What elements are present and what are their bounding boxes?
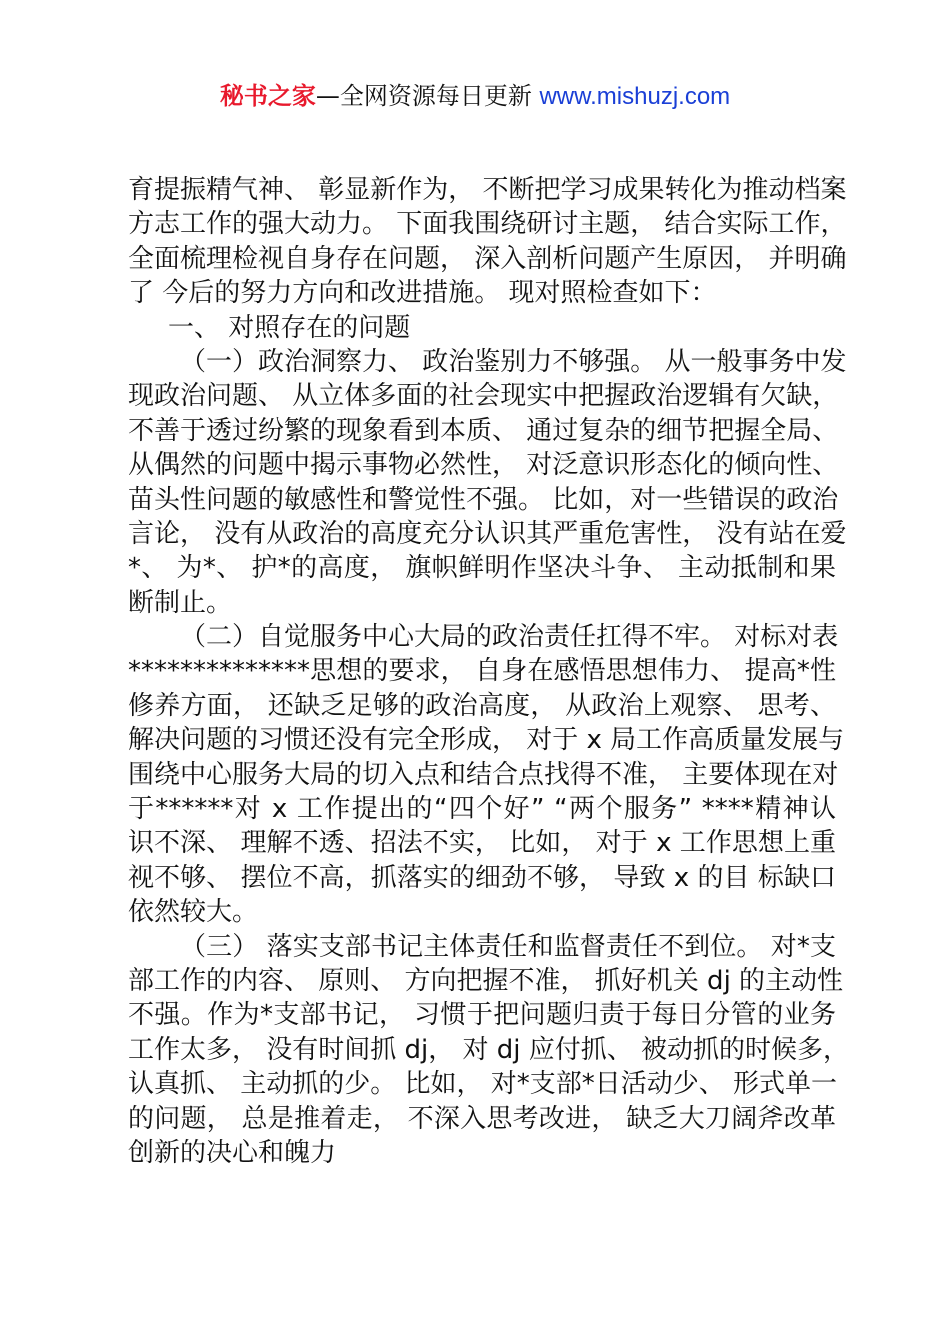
body-line: 工作太多， 没有时间抓 dj， 对 dj 应付抓、 被动抓的时候多， [128, 1034, 850, 1065]
body-line: 不善于透过纷繁的现象看到本质、 通过复杂的细节把握全局、 [128, 415, 839, 446]
body-line: 解决问题的习惯还没有完全形成， 对于 x 局工作高质量发展与 [128, 725, 845, 756]
body-line: 识不深、 理解不透、招法不实， 比如， 对于 x 工作思想上重 [128, 828, 836, 859]
body-line: 苗头性问题的敏感性和警觉性不强。 比如，对一些错误的政治 [128, 484, 839, 515]
body-line: **************思想的要求， 自身在感悟思想伟力、 提高*性 [128, 656, 836, 687]
site-tagline: —全网资源每日更新 [315, 82, 540, 110]
site-header [0, 78, 950, 115]
body-line: 于******对 x 工作提出的“四个好” “两个服务” ****精神认 [128, 794, 836, 825]
body-line: 依然较大。 [128, 897, 259, 928]
body-line: 了 今后的努力方向和改进措施。 现对照检查如下： [128, 278, 717, 309]
body-line: 不强。作为*支部书记， 习惯于把问题归责于每日分管的业务 [128, 1000, 836, 1031]
body-line: 围绕中心服务大局的切入点和结合点找得不准， 主要体现在对 [128, 759, 839, 790]
body-line: 创新的决心和魄力 [128, 1137, 337, 1168]
body-line: 全面梳理检视自身存在问题， 深入剖析问题产生原因， 并明确 [128, 243, 847, 274]
body-line: 方志工作的强大动力。 下面我围绕研讨主题， 结合实际工作， [128, 209, 847, 240]
subsection-heading-line: （二）自觉服务中心大局的政治责任扛得不牢。 对标对表 [180, 622, 839, 653]
body-line: 言论， 没有从政治的高度充分认识其严重危害性， 没有站在爱 [128, 518, 847, 549]
body-line: 断制止。 [128, 587, 233, 618]
body-line: 现政治问题、 从立体多面的社会现实中把握政治逻辑有欠缺， [128, 381, 839, 412]
subsection-heading-line: （一）政治洞察力、 政治鉴别力不够强。 从一般事务中发 [180, 346, 847, 377]
site-url[interactable]: www.mishuzj.com [539, 83, 731, 110]
document-body [128, 173, 850, 1170]
body-line: 认真抓、 主动抓的少。 比如， 对*支部*日活动少、 形式单一 [128, 1069, 838, 1100]
body-line: 育提振精气神、 彰显新作为， 不断把学习成果转化为推动档案 [128, 175, 847, 205]
subsection-heading-line: （三） 落实支部书记主体责任和监督责任不到位。 对*支 [180, 931, 836, 962]
body-line: 修养方面， 还缺乏足够的政治高度， 从政治上观察、 思考、 [128, 690, 836, 721]
body-line: *、 为*、 护*的高度， 旗帜鲜明作坚决斗争、 主动抵制和果 [128, 553, 836, 584]
site-brand: 秘书之家 [219, 82, 316, 110]
body-line: 部工作的内容、 原则、 方向把握不准， 抓好机关 dj 的主动性 [128, 965, 844, 996]
body-line: 的问题， 总是推着走， 不深入思考改进， 缺乏大刀阔斧改革 [128, 1103, 836, 1134]
section-heading: 一、 对照存在的问题 [168, 312, 411, 343]
body-line: 从偶然的问题中揭示事物必然性， 对泛意识形态化的倾向性、 [128, 450, 839, 481]
body-line: 视不够、 摆位不高，抓落实的细劲不够， 导致 x 的目 标缺口 [128, 862, 836, 893]
